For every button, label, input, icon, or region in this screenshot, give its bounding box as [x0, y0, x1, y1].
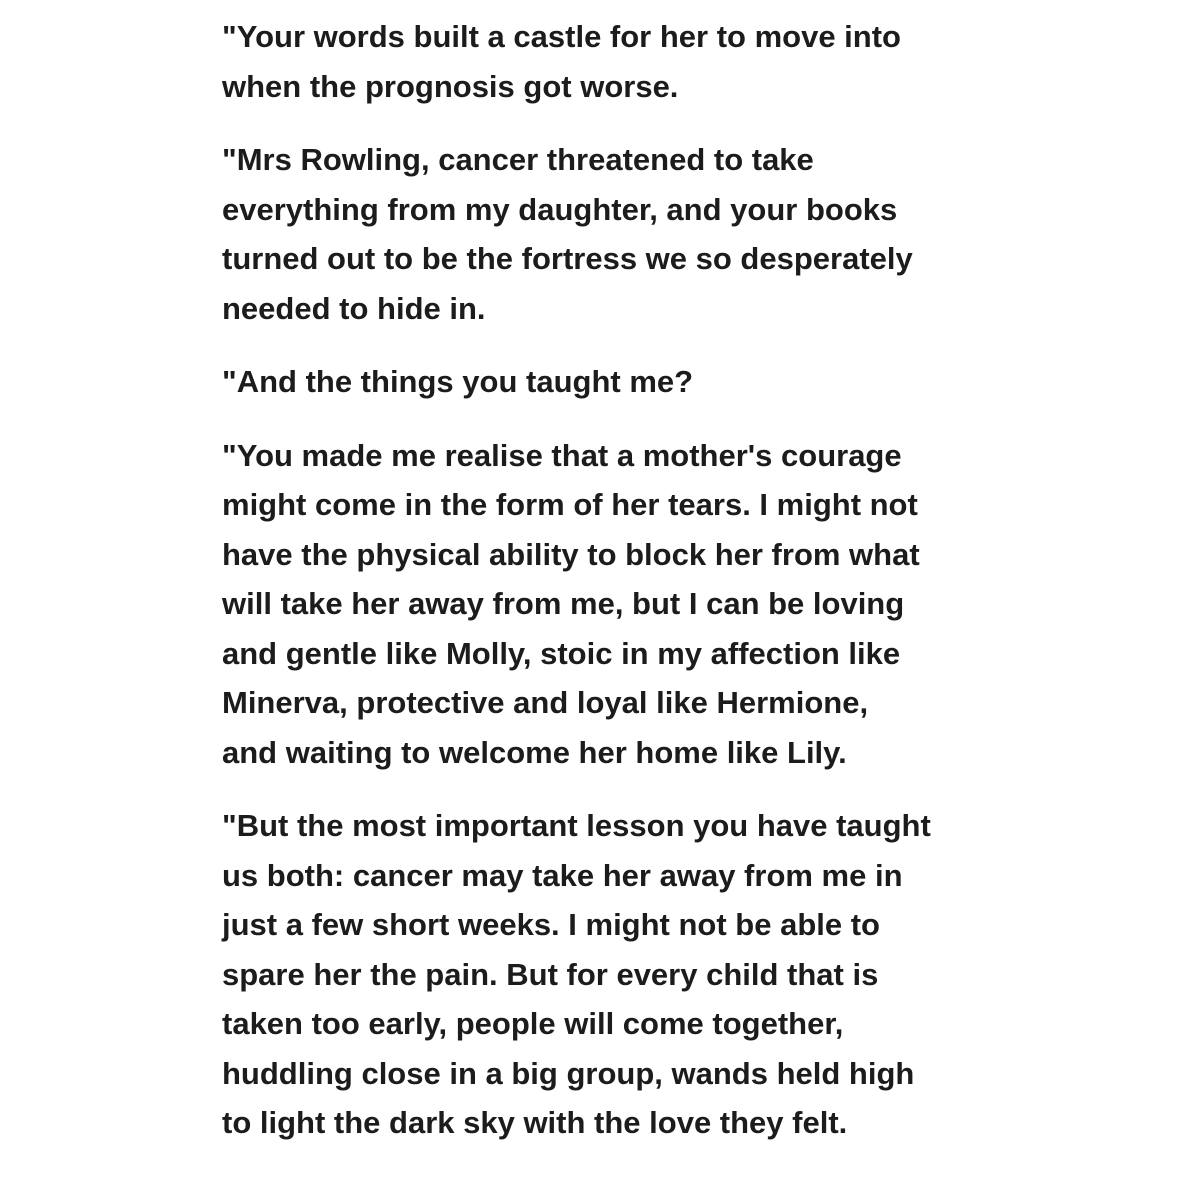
- text-line: "Your words built a castle for her to move into: [222, 19, 901, 54]
- text-line: might come in the form of her tears. I might not: [222, 487, 918, 522]
- text-line: when the prognosis got worse.: [222, 68, 679, 104]
- text-line: spare her the pain. But for every child that is: [222, 956, 879, 992]
- text-line: just a few short weeks. I might not be able to: [222, 907, 880, 942]
- text-line: have the physical ability to block her from what: [222, 536, 920, 572]
- text-line: to light the dark sky with the love they felt.: [222, 1105, 848, 1140]
- paragraph-fortress: [222, 135, 1002, 333]
- text-line: and gentle like Molly, stoic in my affection like: [222, 635, 901, 671]
- text-line: "And the things you taught me?: [222, 364, 694, 399]
- paragraph-castle: [222, 12, 1002, 111]
- text-line: "But the most important lesson you have taught: [222, 808, 931, 843]
- text-line: huddling close in a big group, wands held high: [222, 1055, 915, 1091]
- text-line: "Mrs Rowling, cancer threatened to take: [222, 142, 814, 177]
- text-line: Minerva, protective and loyal like Hermione,: [222, 685, 869, 720]
- text-line: taken too early, people will come together,: [222, 1006, 844, 1041]
- letter-text: [222, 12, 1002, 1172]
- text-line: and waiting to welcome her home like Lily.: [222, 734, 847, 770]
- text-line: turned out to be the fortress we so desperately: [222, 241, 913, 276]
- text-line: needed to hide in.: [222, 290, 486, 326]
- text-line: "You made me realise that a mother's courage: [222, 437, 902, 473]
- text-line: will take her away from me, but I can be loving: [222, 586, 905, 621]
- paragraph-lesson: [222, 801, 1002, 1148]
- paragraph-question: [222, 357, 1002, 407]
- text-line: everything from my daughter, and your books: [222, 191, 898, 227]
- text-line: us both: cancer may take her away from me in: [222, 857, 903, 893]
- paragraph-courage: [222, 431, 1002, 778]
